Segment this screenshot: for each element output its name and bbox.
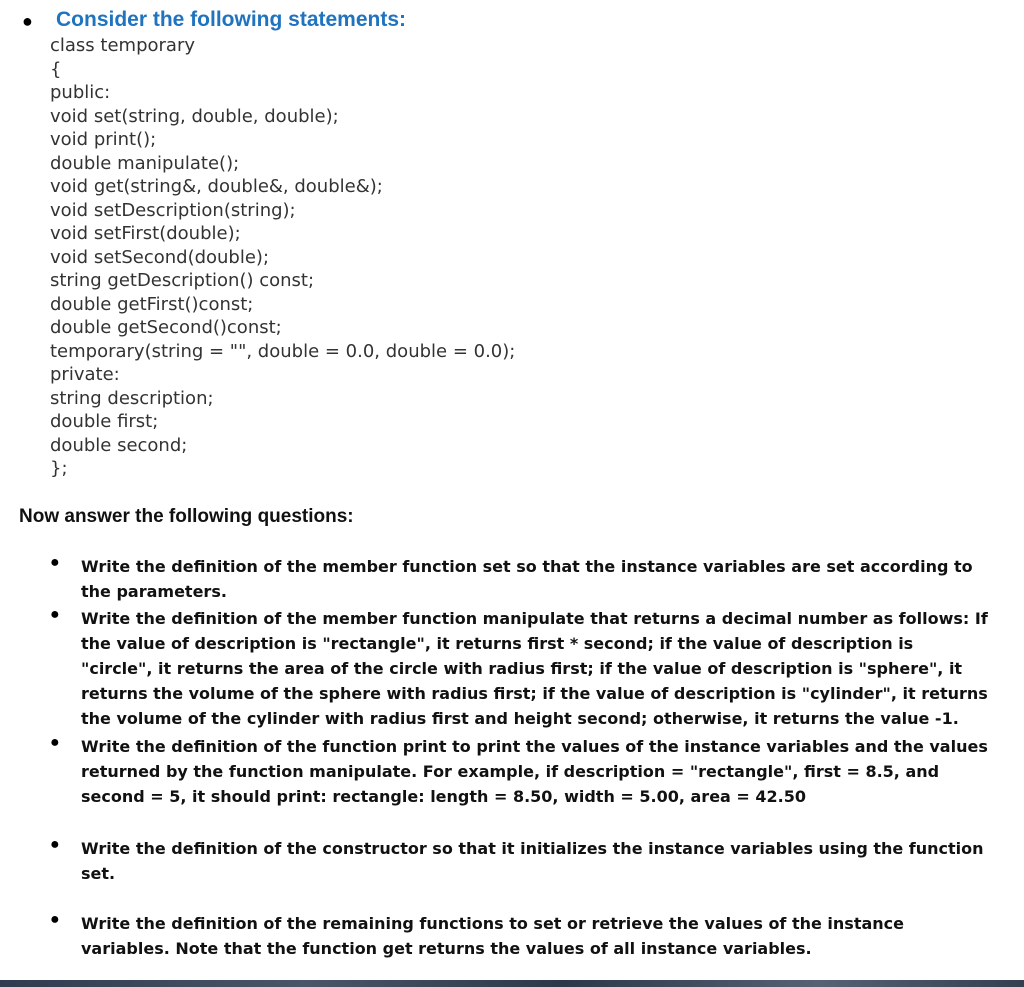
code-line: void setDescription(string);: [50, 199, 296, 221]
questions-title: Now answer the following questions:: [19, 506, 354, 527]
bullet-icon: ●: [22, 11, 33, 31]
code-line: };: [50, 458, 68, 479]
code-line: double getSecond()const;: [50, 317, 282, 338]
question-text: Write the definition of the constructor so that it initializes the instance variables using the function set.: [81, 839, 984, 883]
code-line: double first;: [50, 411, 159, 432]
question-item: [50, 554, 990, 604]
question-item: [50, 911, 990, 961]
bullet-icon: ●: [50, 911, 60, 928]
code-line: {: [50, 58, 62, 80]
code-line: private:: [50, 364, 120, 385]
code-line: void get(string&, double&, double&);: [50, 176, 383, 197]
code-line: string description;: [50, 387, 214, 409]
code-line: void set(string, double, double);: [50, 105, 339, 127]
code-line: double second;: [50, 434, 188, 456]
code-line: temporary(string = "", double = 0.0, double = 0.0);: [50, 340, 516, 362]
question-text: Write the definition of the member function manipulate that returns a decimal number as follows: If the value of description is "rectangle", it returns first * second; if the value of description is "circle", it returns the area of the circle with radius first; if the value of description is "sphere", it returns the volume of the sphere with radius first; if the value of description is "cylinder", it returns the volume of the cylinder with radius first and height second; otherwise, it returns the value -1.: [81, 609, 988, 728]
question-item: [50, 836, 990, 886]
bullet-icon: ●: [50, 836, 60, 853]
bullet-icon: ●: [50, 554, 60, 571]
code-line: class temporary: [50, 35, 195, 56]
intro-heading: Consider the following statements:: [56, 8, 407, 31]
code-block: [50, 34, 750, 481]
code-line: double getFirst()const;: [50, 293, 254, 315]
bullet-icon: ●: [50, 734, 60, 751]
code-line: string getDescription() const;: [50, 270, 315, 291]
question-text: Write the definition of the member function set so that the instance variables are set according to the parameters.: [81, 557, 973, 601]
code-line: void setFirst(double);: [50, 223, 241, 244]
bullet-icon: ●: [50, 606, 60, 623]
question-text: Write the definition of the function print to print the values of the instance variables and the values returned by the function manipulate. For example, if description = "rectangle", first = 8.5, and second = 5, it should print: rectangle: length = 8.50, width = 5.00, area = 42.50: [81, 737, 988, 806]
code-line: void setSecond(double);: [50, 246, 270, 268]
question-item: [50, 606, 990, 731]
question-item: [50, 734, 990, 809]
question-text: Write the definition of the remaining functions to set or retrieve the values of the instance variables. Note that the function get returns the values of all instance variables.: [81, 914, 904, 958]
bottom-edge-strip: [0, 980, 1024, 987]
code-line: public:: [50, 82, 111, 103]
code-line: double manipulate();: [50, 152, 240, 174]
code-line: void print();: [50, 129, 157, 150]
